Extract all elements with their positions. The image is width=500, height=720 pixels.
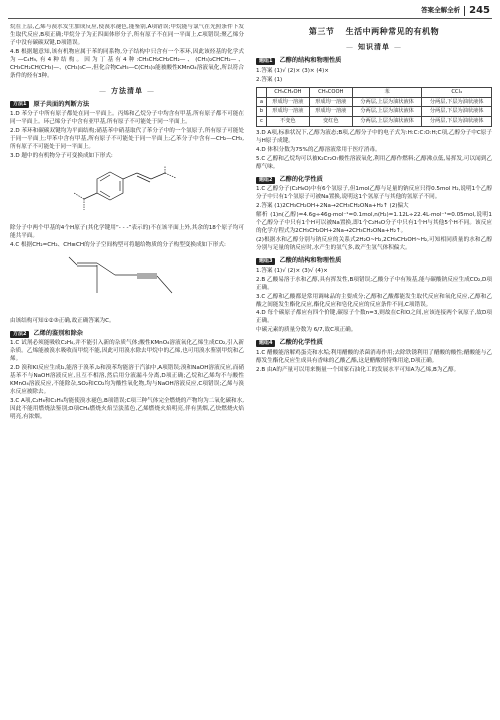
section-name: 生活中两种常见的有机物 [345,27,440,36]
table-cell: 分两层,上层为油状液体 [352,97,422,107]
knowledge-heading: — 知识清单 — [256,43,492,53]
method1-header [10,101,244,110]
group3-tag: 题组3 [256,258,275,265]
structure-diagram-2 [57,253,197,315]
paragraph: 1.D 苯分子中所有原子都处在同一平面上。丙烯和乙烷分子中均含有甲基,所有原子都不可能在同一平面上。环己烯分子中含有亚甲基,所有原子不可能处于同一平面上。 [10,111,244,126]
paragraph: 1.答案 (1)√ (2)× (3)√ (4)× [256,267,328,274]
paragraph: 2.答案 (1)2CH₃CH₂OH+2Na→2CH₃CH₂ONa+H₂↑ (2)偏大 [256,203,409,210]
paragraph: 2.B 乙酸易溶于水和乙醇,具有挥发性,B项错误;乙酸分子中有羧基,能与碳酸钠反应生成CO₂,D项正确。 [256,276,492,291]
method2-header [10,330,244,339]
group1-header [256,57,492,66]
group4-tag: 题组4 [256,340,275,347]
group4-title: 乙酸的化学性质 [279,339,323,347]
method2-title: 乙烯的鉴别和除杂 [33,329,83,337]
paragraph: 2.答案 (1) [256,77,283,84]
paragraph: 中碳元素的质量分数为 6/7,故C项正确。 [256,327,357,334]
group4-header [256,339,492,348]
section-number: 第三节 [308,27,335,36]
group2-tag: 题组2 [256,177,275,184]
paragraph: 2.B 由A的产量可以用来衡量一个国家石油化工的发展水平可知A为乙烯,B为乙醇。 [256,366,460,373]
table-header-cell [257,87,267,97]
paragraph: 4.B 根据题意知,该有机物应属于苯的同系物,分子结构中只含有一个苯环,因此该烃基的化学式为—C₄H₉,有4种结构。因为丁基有4种:CH₃CH₂CH₂CH₂—、(CH₃)₂CHCH₂—、CH₃CH₂CH(CH₃)—、(CH₃)₃C—,但化合物C₆H₅—C(CH₃)₃能被酸性KMnO₄溶液氧化,所以符合条件的烃有3种。 [10,48,244,79]
table-cell: 分两层,下层为油状液体 [422,97,492,107]
paragraph: 3.D 题中的有机物分子可变换成如下形式: [10,152,113,159]
table-row [257,117,492,127]
paragraph: 3.C A项,C₂H₆和C₂H₄均能使溴水褪色,B项错误;C项三种气体完全燃烧的产物均为二氧化碳和水,因此不能用燃烧法鉴别;D项CH₄燃烧火焰呈淡蓝色,乙烯燃烧火焰明亮,伴有黑烟,乙炔燃烧火焰明亮,有浓烟。 [10,398,244,420]
table-header-cell: CCl₄ [422,87,492,97]
table-cell: 不变色 [266,117,309,127]
method2-tag: 方法2 [10,331,29,338]
table-header-row [257,87,492,97]
table-cell: 分两层,上层为油状液体 [352,107,422,117]
table-cell: 分两层,下层为油状液体 [422,107,492,117]
paragraph: 4.C 根据CH₂=CH₂、CH≡CH的分子空间构型可将题给物质的分子构型变换成如下形式: [10,241,226,248]
paragraph: 2.D 苯环和碳碳双键均为平面结构;硝基苯中硝基取代了苯分子中的一个氢原子,所有原子可能处于同一平面上;甲苯中含有甲基,所有原子不可能处于同一平面上;乙苯分子中含有—CH₂—CH₃,所有原子不可能处于同一平面上。 [10,128,244,151]
paragraph: 5.C 乙醇和乙烷均可以被K₂Cr₂O₇酸性溶液氧化,利用乙醇作燃料;乙醇沸点低,易挥发,可以闻到乙醇气味。 [256,155,492,170]
paragraph: 由该结构可知①②③正确,故正确答案为C。 [10,317,115,324]
header-rule [8,18,492,19]
table-row [257,97,492,107]
table-header-cell: 苯 [352,87,422,97]
method1-tag: 方法1 [10,101,29,108]
table-header-cell: CH₃CH₂OH [266,87,309,97]
group3-header [256,257,492,266]
table-cell: 形成均一溶液 [266,107,309,117]
paragraph: 3.C 乙醇和乙酸都是常用调味品的主要成分;乙醇和乙酸都能发生取代反应和氧化反应,乙醇和乙酸之间能发生酯化反应,酯化反应和皂化反应的反应条件不同,C项错误。 [256,293,492,308]
table-cell: c [257,117,267,127]
paragraph: 1.C 醋酸能溶解鸡蛋壳和水垢;利用醋酸的杀菌消毒作用;去除铁锈利用了醋酸的酸性;醋酸能与乙醇发生酯化反应生成具有香味的乙酸乙酯,这是醋酸的特殊用途,D项正确。 [256,350,492,364]
paragraph: 3.D A项,标准状况下,乙醇为液态;B项,乙醇分子中的电子式为:H:C:C:O:H;C项,乙醇分子中C原子与H原子成键。 [256,129,492,144]
table-cell: 分两层,下层为油状液体 [422,117,492,127]
right-column [256,24,492,714]
page-number: 245 [469,5,490,16]
table-cell: 分两层,上层为油状液体 [352,117,422,127]
paragraph: (2)根据水和乙醇分别与钠反应的关系式2H₂O~H₂,2CH₃CH₂OH~H₂,可知相同质量的水和乙醇分别与足量的钠反应时,水产生的氢气多,故产生氢气体积偏大。 [256,237,492,252]
group3-title: 乙酸的结构和物理性质 [279,256,342,264]
section-title [256,26,492,37]
table-cell: b [257,107,267,117]
paragraph: 除分子中两个甲基的4个H原子(其化学键用“- - -”表示的)不在该平面上外,其余的18个原子均可能共平面。 [10,224,244,239]
methods-heading: — 方法清单 — [10,87,244,97]
table-cell: a [257,97,267,107]
paragraph: 4.D 每个碳原子都应有四个价键,碳原子个数n=3,则故在C和O之间,应该连接两个氧原子,故D项正确。 [256,310,492,325]
table-cell: 变红色 [309,117,352,127]
paragraph: 2.D 溴和KI反应生成I₂,能溶于溴苯,I₂和溴苯均能溶于汽油中,A项错误;溴和NaOH溶液反应,而硝基苯不与NaOH溶液反应,且互不相溶,然后用分液漏斗分离,D项正确;乙烷和乙烯均不与酸性KMnO₄溶液反应,不能除杂,SO₂和CO₂均为酸性氧化物,均与NaOH溶液反应,C项错误;乙烯与溴水反应被除去。 [10,365,244,396]
method1-title: 原子共面的判断方法 [33,100,90,108]
table-row [257,107,492,117]
structure-diagram-1 [62,164,192,222]
paragraph: 解析 (1)n(乙醇)=4.6g÷46g·mol⁻¹=0.1mol,n(H₂)=1.12L÷22.4L·mol⁻¹=0.05mol,说明1个乙醇分子中只有1个H可以被Na置换,即1个C₂H₆O分子中只有1个H与其他5个H不同。该反应的化学方程式为2CH₃CH₂OH+2Na→2CH₃CH₂ONa+H₂↑。 [256,212,492,235]
paragraph: 1.C 试剂必须能吸收C₂H₄,并不能引入新的杂质气体;酸性KMnO₄溶液氧化乙烯生成CO₂,引入新杂质。乙烯能被溴水吸收而甲烷不能,因此可用溴水除去甲烷中的乙烯,也可用溴水鉴别甲烷和乙烯。 [10,340,244,363]
table-header-cell: CH₃COOH [309,87,352,97]
results-table [256,87,492,127]
page-header [421,4,490,18]
group2-title: 乙醇的化学性质 [279,175,323,183]
group1-title: 乙醇的结构和物理性质 [279,57,342,65]
paragraph: 烷在上层,乙烯与溴水发生加成反应,使溴水褪色,能鉴别,A项错误;甲烷能与氯气在光照条件下发生取代反应,B项正确;甲烷分子为正四面体形分子,所有原子不在同一平面上,C项错误;聚乙烯分子中没有碳碳双键,D项错误。 [10,24,244,46]
group1-tag: 题组1 [256,58,275,65]
paragraph: 1.C 乙醇分子(C₂H₆O)中有6个氢原子,但1mol乙醇与足量的钠反应只得0.5mol H₂,说明1个乙醇分子中只有1个氢原子可被Na置换,说明这1个氢原子与其他的氢原子不同。 [256,186,492,201]
book-title: 答案全解全析 [421,6,461,15]
left-column [10,24,244,714]
table-cell: 形成均一溶液 [309,97,352,107]
table-cell: 形成均一溶液 [266,97,309,107]
group2-header [256,176,492,185]
header-divider [464,6,465,16]
paragraph: 1.答案 (1)√ (2)× (3)× (4)× [256,68,329,75]
paragraph: 4.D 体积分数为75%的乙醇溶液常用于医疗消毒。 [256,146,381,153]
table-cell: 形成均一溶液 [309,107,352,117]
